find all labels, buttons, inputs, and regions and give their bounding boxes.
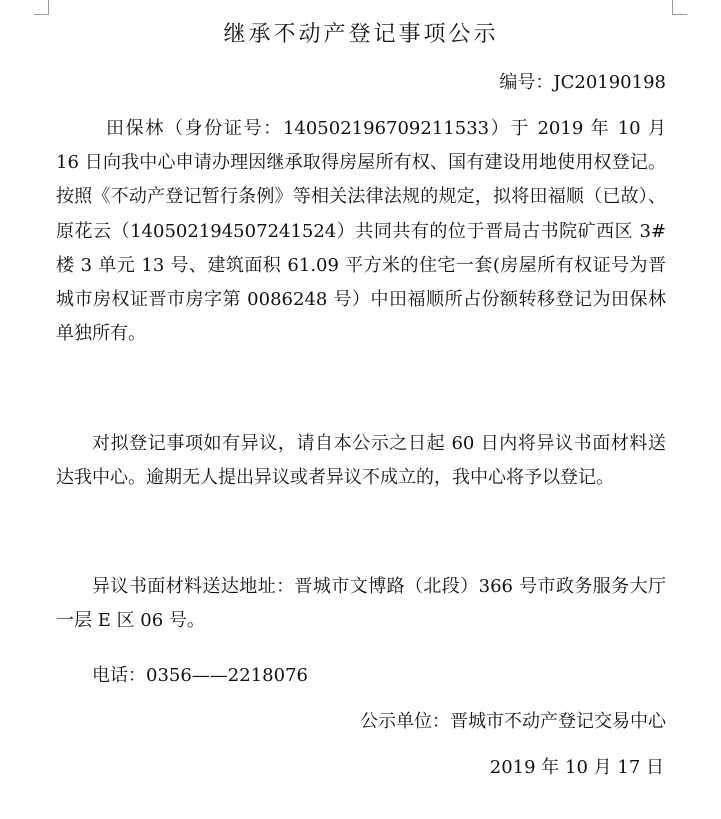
- notice-issuer: 公示单位：晋城市不动产登记交易中心: [360, 711, 666, 732]
- notice-title: 继承不动产登记事项公示: [223, 22, 499, 47]
- notice-phone: 电话：0356——2218076: [92, 665, 308, 686]
- notice-paragraph-main: 田保林（身份证号：140502196709211533）于 2019 年 10 月 16 日向我中心申请办理因继承取得房屋所有权、国有建设用地使用权登记。按照《不动产登记暂行条例》等相关法律法规的规定，拟将田福顺（已故）、原花云（140502194507241524）共同共有的位于晋局古书院矿西区 3#楼 3 单元 13 号、建筑面积 61.09 平方米的住宅一套(房屋所有权证号为晋城市房权证晋市房字第 0086248 号）中田福顺所占份额转移登记为田保林单独所有。: [56, 118, 666, 345]
- page-corner-mark-top-right: [672, 0, 687, 15]
- page-corner-mark-top-left: [34, 0, 49, 15]
- notice-paragraph-objection: 对拟登记事项如有异议，请自本公示之日起 60 日内将异议书面材料送达我中心。逾期无人提出异议或者异议不成立的，我中心将予以登记。: [56, 433, 666, 489]
- notice-date: 2019 年 10 月 17 日: [489, 757, 664, 778]
- notice-paragraph-address: 异议书面材料送达地址：晋城市文博路（北段）366 号市政务服务大厅一层 E 区 06 号。: [56, 576, 666, 632]
- notice-number: 编号：JC20190198: [499, 72, 666, 93]
